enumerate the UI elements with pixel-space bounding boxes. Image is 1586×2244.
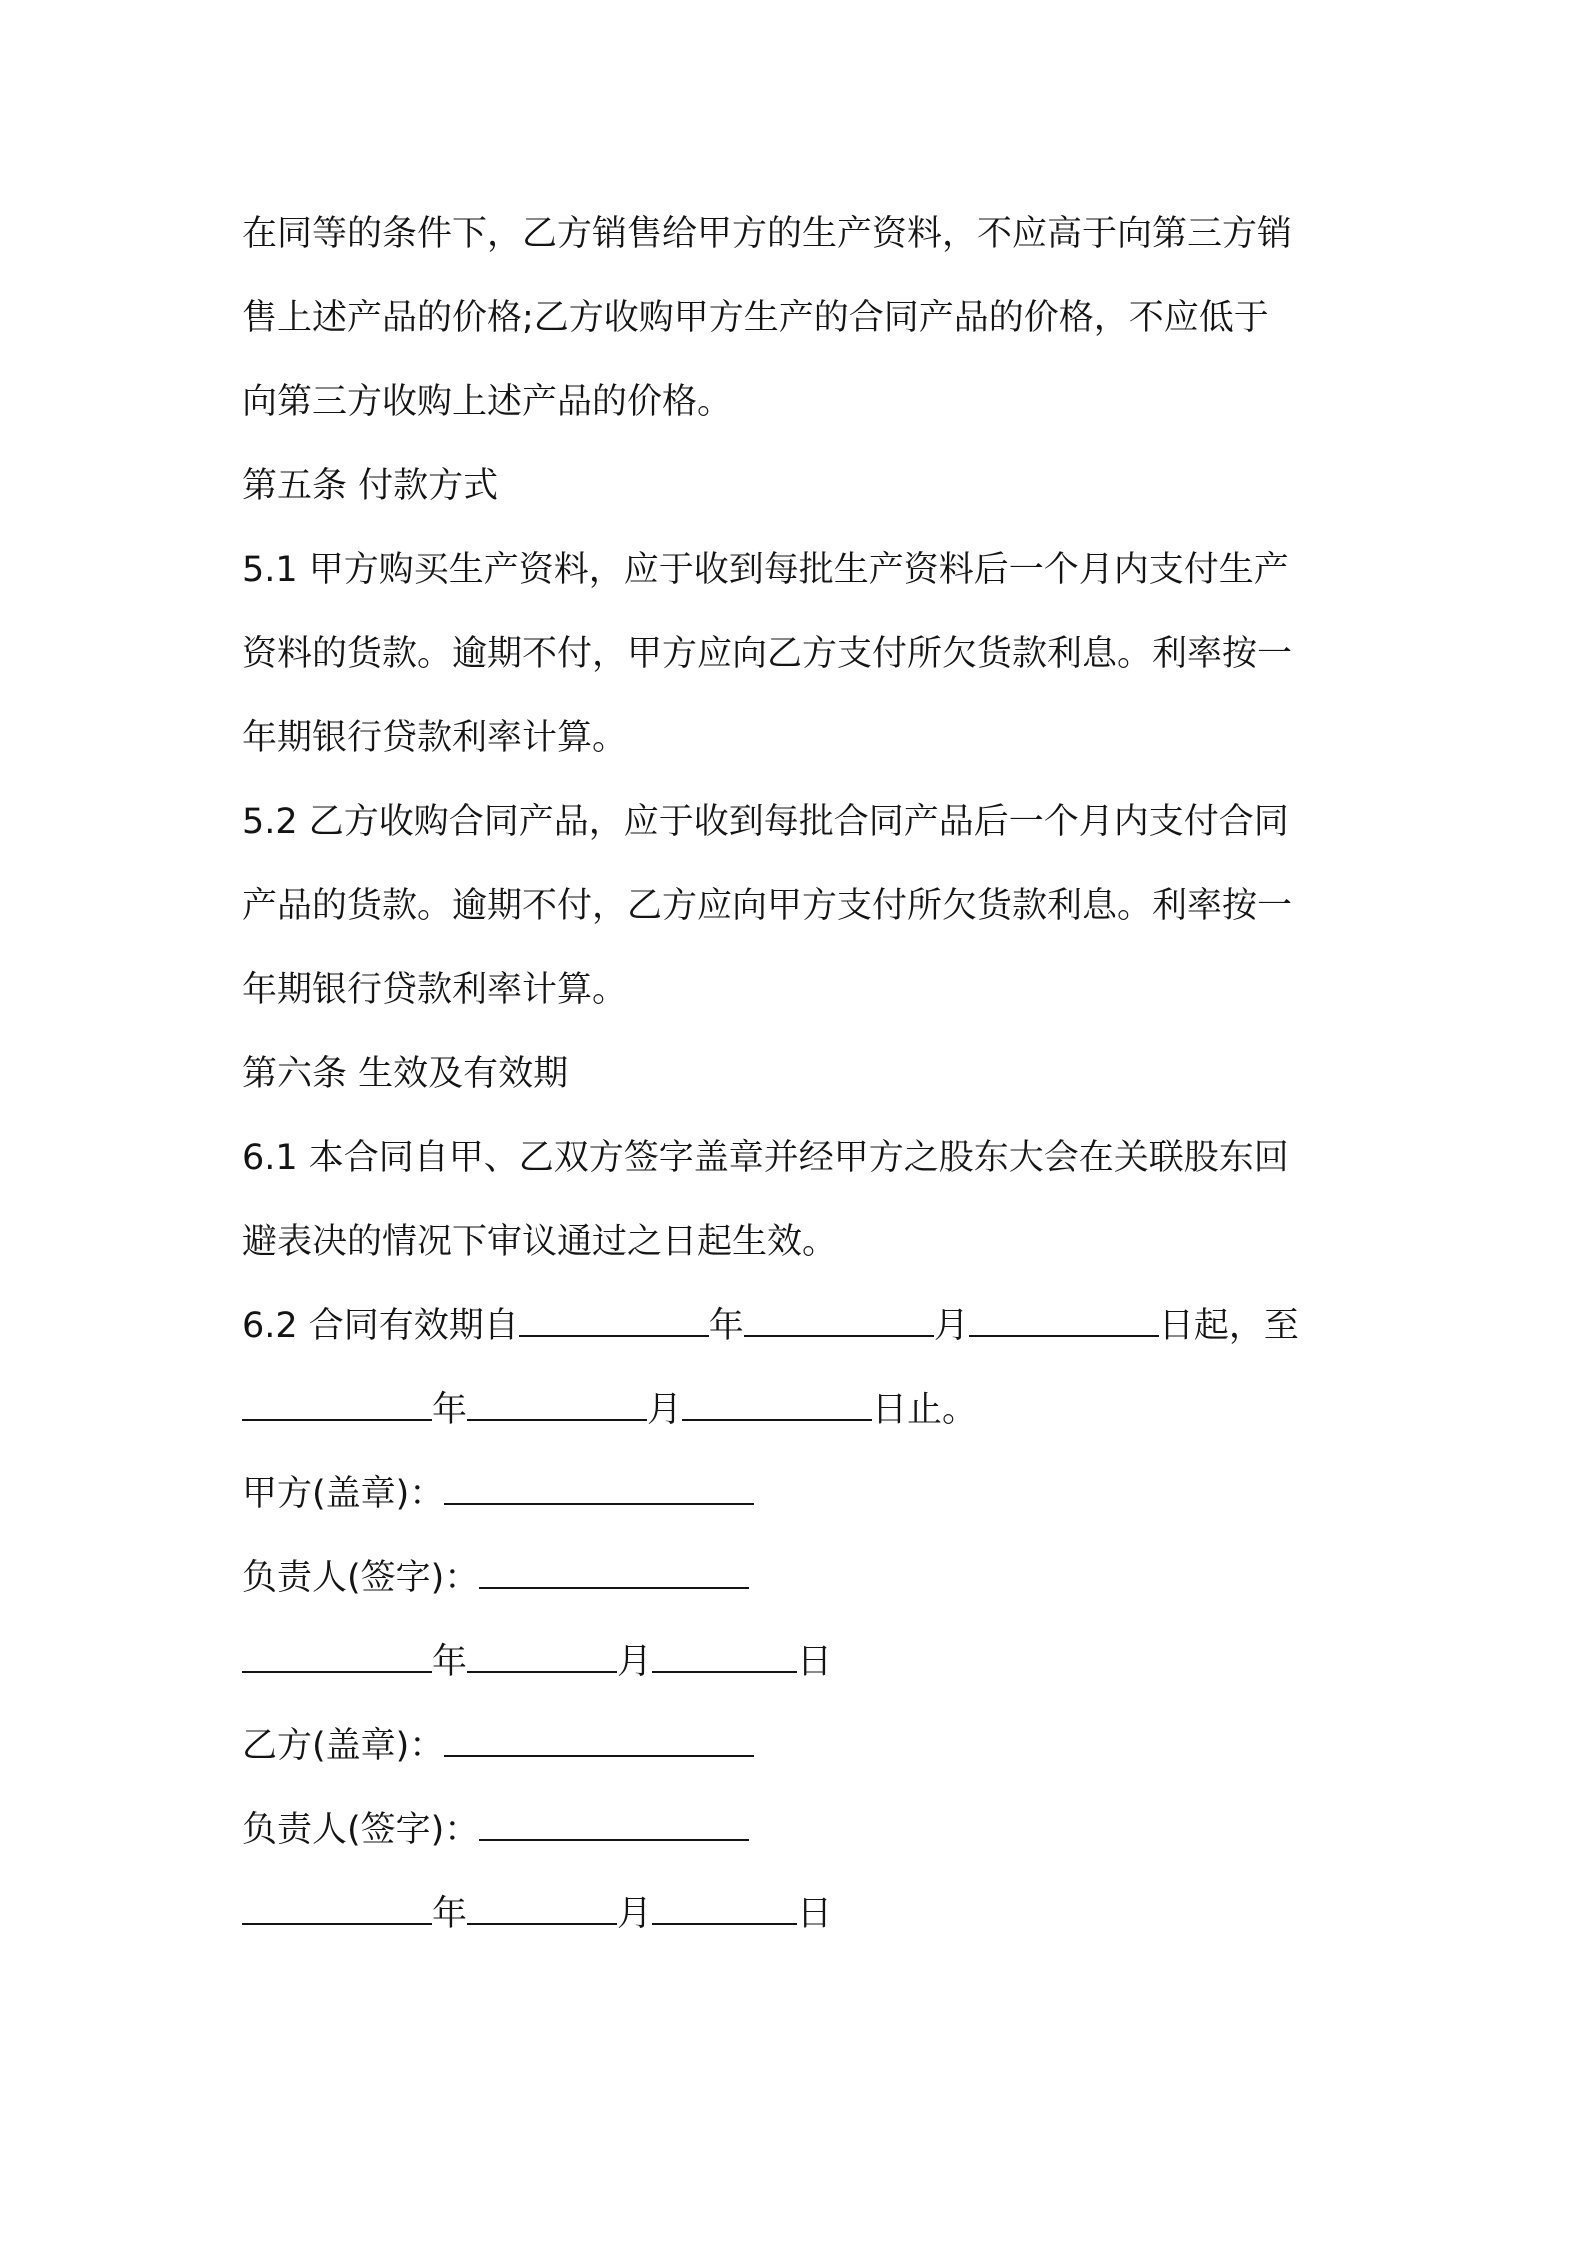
month-label: 月 xyxy=(933,1306,969,1346)
end-month-blank[interactable] xyxy=(467,1389,647,1421)
end-day-blank[interactable] xyxy=(682,1389,872,1421)
article-5-heading: 第五条 付款方式 xyxy=(242,466,499,506)
day-label: 日 xyxy=(797,1894,833,1934)
clause-6-1-line: 避表决的情况下审议通过之日起生效。 xyxy=(242,1222,838,1262)
year-label: 年 xyxy=(432,1390,468,1430)
clause-6-2-line xyxy=(242,1284,1362,1368)
paragraph-line: 售上述产品的价格;乙方收购甲方生产的合同产品的价格，不应低于 xyxy=(242,298,1269,338)
clause-5-1-line: 年期银行贷款利率计算。 xyxy=(242,718,628,758)
party-b-signer-line xyxy=(242,1788,1362,1872)
party-b-seal-label: 乙方(盖章)： xyxy=(242,1726,445,1766)
party-b-signer-label: 负责人(签字)： xyxy=(242,1810,480,1850)
year-label: 年 xyxy=(432,1894,468,1934)
month-label: 月 xyxy=(617,1894,653,1934)
start-day-blank[interactable] xyxy=(969,1305,1159,1337)
party-b-signer-blank[interactable] xyxy=(479,1809,749,1841)
party-a-seal-line xyxy=(242,1452,1362,1536)
clause-5-2-line: 年期银行贷款利率计算。 xyxy=(242,970,628,1010)
year-label: 年 xyxy=(432,1642,468,1682)
clause-5-2-line: 产品的货款。逾期不付，乙方应向甲方支付所欠货款利息。利率按一 xyxy=(242,886,1293,926)
party-a-date-line xyxy=(242,1620,1362,1704)
day-label: 日 xyxy=(797,1642,833,1682)
clause-6-2-prefix: 6.2 合同有效期自 xyxy=(242,1306,519,1346)
party-b-year-blank[interactable] xyxy=(242,1893,432,1925)
paragraph-line: 向第三方收购上述产品的价格。 xyxy=(242,382,733,422)
end-year-blank[interactable] xyxy=(242,1389,432,1421)
party-b-seal-blank[interactable] xyxy=(444,1725,754,1757)
clause-6-1-line: 6.1 本合同自甲、乙双方签字盖章并经甲方之股东大会在关联股东回 xyxy=(242,1138,1289,1178)
clause-5-1-line: 5.1 甲方购买生产资料，应于收到每批生产资料后一个月内支付生产 xyxy=(242,550,1289,590)
start-year-blank[interactable] xyxy=(519,1305,709,1337)
article-6-heading: 第六条 生效及有效期 xyxy=(242,1054,569,1094)
party-b-seal-line xyxy=(242,1704,1362,1788)
start-month-blank[interactable] xyxy=(744,1305,934,1337)
clause-6-2-line xyxy=(242,1368,1362,1452)
party-b-month-blank[interactable] xyxy=(467,1893,617,1925)
party-a-day-blank[interactable] xyxy=(652,1641,797,1673)
party-a-year-blank[interactable] xyxy=(242,1641,432,1673)
month-label: 月 xyxy=(647,1390,683,1430)
paragraph-line: 在同等的条件下，乙方销售给甲方的生产资料，不应高于向第三方销 xyxy=(242,214,1293,254)
month-label: 月 xyxy=(617,1642,653,1682)
contract-page xyxy=(242,192,1362,1956)
party-a-signer-line xyxy=(242,1536,1362,1620)
party-a-seal-blank[interactable] xyxy=(444,1473,754,1505)
clause-5-2-line: 5.2 乙方收购合同产品，应于收到每批合同产品后一个月内支付合同 xyxy=(242,802,1289,842)
end-suffix: 日止。 xyxy=(872,1390,978,1430)
party-b-day-blank[interactable] xyxy=(652,1893,797,1925)
party-a-seal-label: 甲方(盖章)： xyxy=(242,1474,445,1514)
start-suffix: 日起，至 xyxy=(1158,1306,1299,1346)
year-label: 年 xyxy=(708,1306,744,1346)
party-a-month-blank[interactable] xyxy=(467,1641,617,1673)
party-a-signer-blank[interactable] xyxy=(479,1557,749,1589)
clause-5-1-line: 资料的货款。逾期不付，甲方应向乙方支付所欠货款利息。利率按一 xyxy=(242,634,1293,674)
party-a-signer-label: 负责人(签字)： xyxy=(242,1558,480,1598)
party-b-date-line xyxy=(242,1872,1362,1956)
